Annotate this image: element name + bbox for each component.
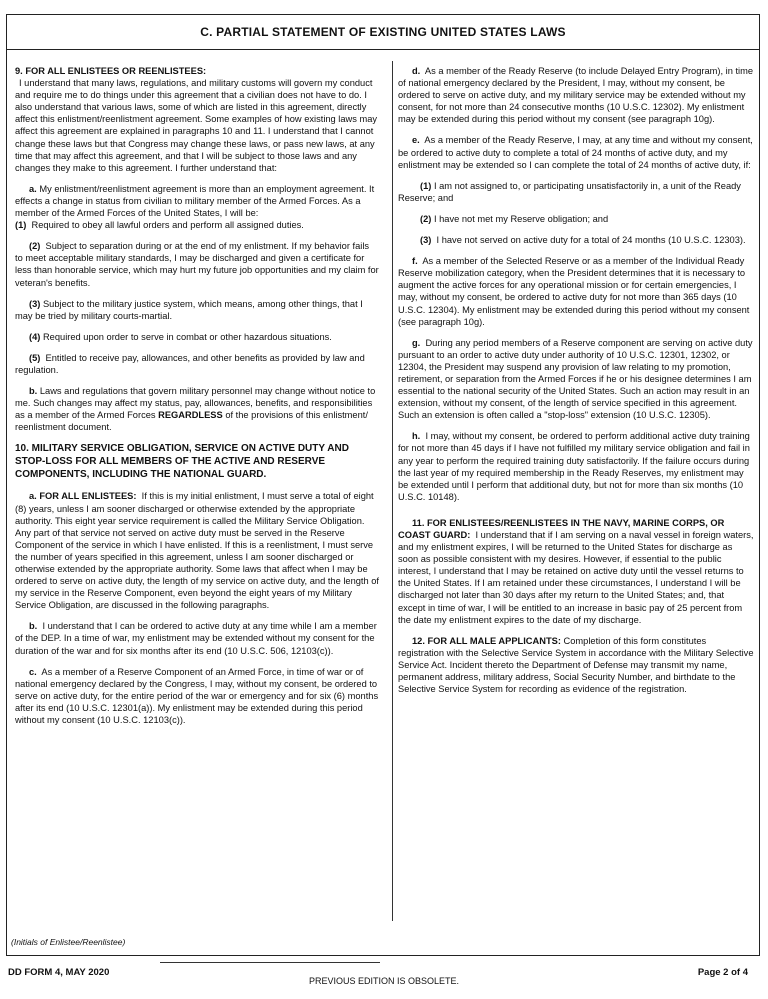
para-a2-label: (2) bbox=[29, 241, 41, 252]
page-number: Page 2 of 4 bbox=[697, 967, 748, 978]
left-column bbox=[15, 65, 379, 735]
para-d-label: d. bbox=[412, 66, 421, 76]
para-g-text: During any period members of a Reserve component are serving on active duty pursuant to an order to active duty under authority of 10 U.S.C. 12301, 12302, or 12304, the President may suspend any provision of law relating to my promotion, retirement, or separation from the Armed Forces if he or his designee determines I am essential to the national security of the United States. Such an action may result in an extension, without my consent, of the length of service specified in this agreement. Such an extension is often called a "stop-loss" extension (10 U.S.C. 12305). bbox=[398, 337, 753, 421]
para-a3-text: Subject to the military justice system, which means, among other things, that I may be tried by military courts-martial. bbox=[15, 298, 363, 321]
para-a2-text: Subject to separation during or at the end of my enlistment. If my behavior fails to meet acceptable military standards, I may be discharged and given a certificate for less than honorable service, which may hurt my future job opportunities and my claim for veteran's benefits. bbox=[15, 241, 379, 288]
para-e3-text: I have not served on active duty for a total of 24 months (10 U.S.C. 12303). bbox=[436, 235, 746, 246]
para-10b-text: I understand that I can be ordered to active duty at any time while I am a member of the DEP. In a time of war, my enlistment may be extended without my consent for the duration of the war and for six months after its end (10 U.S.C. 506, 12103(c)). bbox=[15, 621, 377, 656]
para-10a-text: If this is my initial enlistment, I must serve a total of eight (8) years, unless I am sooner discharged or otherwise extended by the appropriate authority. This eight year service requirement is called the Military Service Obligation. Any part of that service not served on active duty must be served in the Reserve Component of the service in which I have enlisted. If this is a reenlistment, I must serve the number of years specified in this agreement, unless I am sooner discharged or otherwise extended by the appropriate authority. Some laws that affect when I may be ordered to serve on active duty, the length of my service on active duty, and the length of my service in the Reserve Component, even beyond the eight years of my Military Service Obligation, are discussed in the following paragraphs. bbox=[15, 491, 379, 611]
para-f-text: As a member of the Selected Reserve or as a member of the Individual Ready Reserve mobilization category, when the President determines that it is necessary to augment the active forces for any operational mission or for certain emergencies, I may, without my consent, be ordered to active duty for not more than 365 days (10 U.S.C. 12304). My enlistment may be extended during this period without my consent (see paragraph 10g). bbox=[398, 256, 750, 327]
section-10-heading: 10. MILITARY SERVICE OBLIGATION, SERVICE ON ACTIVE DUTY AND STOP-LOSS FOR ALL MEMBERS OF THE ACTIVE AND RESERVE COMPONENTS, INCLUDING THE NATIONAL GUARD. bbox=[15, 443, 349, 481]
para-a1-text: Required to obey all lawful orders and perform all assigned duties. bbox=[31, 220, 304, 231]
para-b-label: b. bbox=[29, 386, 38, 397]
para-e3-label: (3) bbox=[420, 235, 432, 246]
para-h-text: I may, without my consent, be ordered to perform additional active duty training for not more than 45 days if I have not fulfilled my military service obligation and fail in any year to perform the required training duty satisfactorily. If the failure occurs during the last year of my required membership in the Ready Reserves, my enlistment may be extended until I perform that additional duty, but not for more than six months (10 U.S.C. 10148). bbox=[398, 431, 750, 502]
para-b-tail: of the provisions of this enlistment/ reenlistment document. bbox=[15, 410, 368, 433]
para-e2-text: I have not met my Reserve obligation; and bbox=[433, 213, 609, 224]
para-f-label: f. bbox=[412, 256, 418, 267]
para-a-text: My enlistment/reenlistment agreement is more than an employment agreement. It effects a change in status from civilian to military member of the Armed Forces. As a member of the Armed Forces of the United States, I will be: bbox=[15, 183, 375, 219]
para-10c-label: c. bbox=[29, 666, 37, 677]
para-g-label: g. bbox=[412, 337, 421, 348]
section-11-heading: 11. FOR ENLISTEES/REENLISTEES IN THE NAVY, MARINE CORPS, OR COAST GUARD: bbox=[398, 517, 725, 540]
para-a1-label: (1) bbox=[15, 220, 27, 231]
initials-label: (Initials of Enlistee/Reenlistee) bbox=[11, 937, 126, 947]
para-10a-label: a. FOR ALL ENLISTEES: bbox=[29, 491, 137, 502]
section-11-text: I understand that if I am serving on a naval vessel in foreign waters, and my enlistment expires, I will be returned to the United States for discharge as soon as possible consistent with my desires. However, if essential to the public interest, I understand that I may be retained on active duty until the vessel returns to the United States. If I am retained under these circumstances, I understand I will be discharged not later than 30 days after my return to the United States; and, that except in time of war, I will be entitled to an increase in basic pay of 25 percent from the date my enlistment expires to the date of my discharge. bbox=[398, 530, 754, 625]
para-a5-label: (5) bbox=[29, 352, 41, 363]
para-h-label: h. bbox=[412, 431, 421, 442]
form-number: DD FORM 4, MAY 2020 bbox=[8, 967, 110, 978]
para-10c-text: As a member of a Reserve Component of an Armed Force, in time of war or of national emergency declared by the Congress, I may, without my consent, be ordered to serve on active duty, for the entire period of the war or emergency and for six (6) months after its end (10 U.S.C. 12301(a)). My enlistment may be extended during this period without my consent (10 U.S.C. 12103(c)). bbox=[15, 666, 379, 726]
para-a3-label: (3) bbox=[29, 298, 41, 309]
para-e-label: e. bbox=[412, 135, 420, 146]
edition-note: PREVIOUS EDITION IS OBSOLETE. bbox=[308, 976, 460, 986]
para-a4-text: Required upon order to serve in combat or other hazardous situations. bbox=[42, 331, 332, 342]
right-column bbox=[398, 65, 754, 704]
para-b-text: Laws and regulations that govern military personnel may change without notice to me. Such changes may affect my status, pay, allowances, benefits, and responsibilities as a member of the Armed Forces bbox=[15, 386, 376, 421]
para-e1-label: (1) bbox=[420, 180, 432, 191]
para-e2-label: (2) bbox=[420, 213, 432, 224]
section-9-text: I understand that many laws, regulations, and military customs will govern my conduct and require me to do things under this agreement that a civilian does not have to do. I also understand that various laws, some of which are listed in this agreement, directly affect this enlistment/reenlistment agreement. Some examples of how existing laws may affect this agreement are explained in paragraphs 10 and 11. I understand that I cannot change these laws but that Congress may change these laws, or pass new laws, at any time that may affect this agreement, and that I will be subject to those laws and any changes they make to this agreement. I further understand that: bbox=[15, 78, 378, 173]
section-12-heading: 12. FOR ALL MALE APPLICANTS: bbox=[412, 635, 561, 646]
para-e1-text: I am not assigned to, or participating unsatisfactorily in, a unit of the Ready Reserve; and bbox=[398, 180, 741, 203]
para-10b-label: b. bbox=[29, 621, 38, 632]
form-frame bbox=[6, 14, 760, 956]
section-12-text: Completion of this form constitutes registration with the Selective Service System in accordance with the Military Selective Service Act. Incident thereto the Department of Defense may transmit my name, permanent address, military address, Social Security Number, and birthdate to the Selective Service System for recording as evidence of the registration. bbox=[398, 635, 754, 695]
para-b-bold: REGARDLESS bbox=[158, 410, 223, 421]
para-a-label: a. bbox=[29, 183, 37, 194]
section-title: C. PARTIAL STATEMENT OF EXISTING UNITED STATES LAWS bbox=[7, 15, 759, 50]
section-9-heading: 9. FOR ALL ENLISTEES OR REENLISTEES: bbox=[15, 66, 207, 76]
para-a5-text: Entitled to receive pay, allowances, and other benefits as provided by law and regulation. bbox=[15, 352, 365, 375]
para-d-text: As a member of the Ready Reserve (to include Delayed Entry Program), in time of national emergency declared by the President, I may, without my consent, be ordered to serve on active duty, and my military service may be extended without my consent, for not more than 24 consecutive months (10 U.S.C. 12302). My enlistment may be extended during this period without my consent (see paragraph 10g). bbox=[398, 66, 754, 125]
initials-line bbox=[160, 962, 380, 963]
para-a4-label: (4) bbox=[29, 331, 41, 342]
para-e-text: As a member of the Ready Reserve, I may, at any time and without my consent, be ordered to active duty to complete a total of 24 months of active duty, and my enlistment may be extended so I can complete the total of 24 months of active duty, if: bbox=[398, 135, 753, 170]
column-divider bbox=[392, 61, 393, 921]
